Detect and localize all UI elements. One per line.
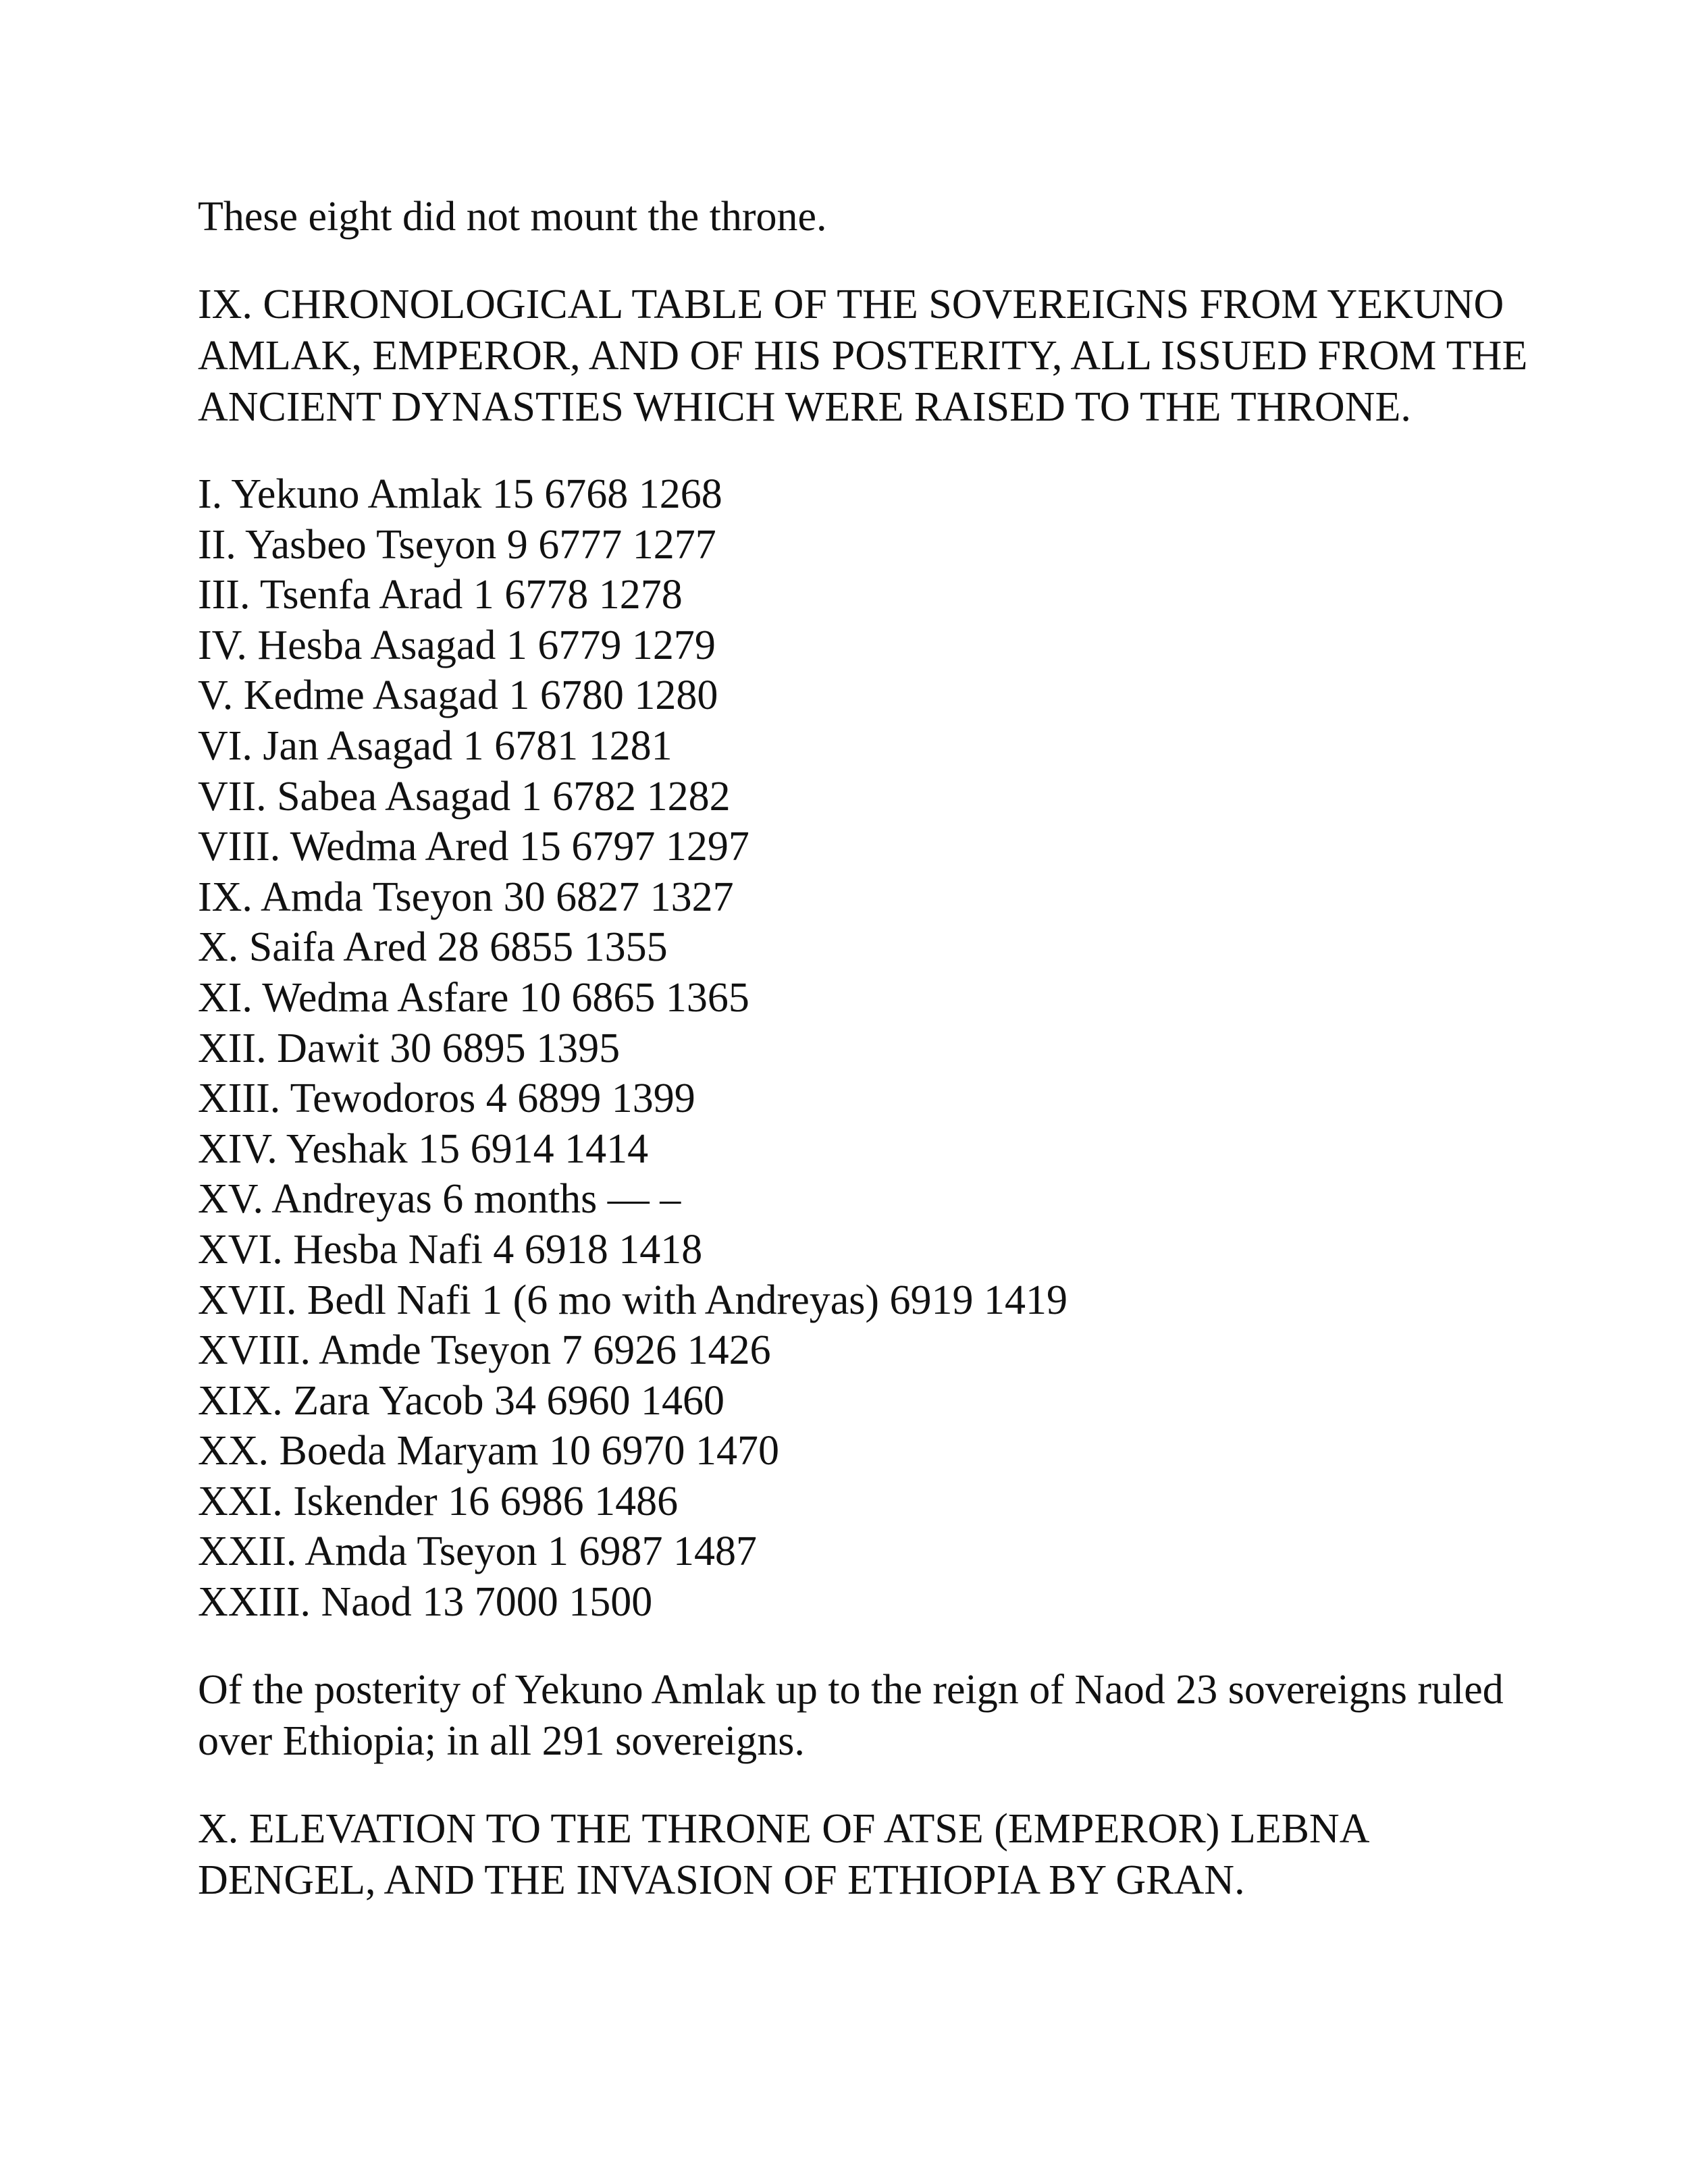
intro-paragraph: These eight did not mount the throne. (198, 194, 827, 240)
table-row: I. Yekuno Amlak 15 6768 1268 (198, 471, 722, 517)
summary-paragraph: Of the posterity of Yekuno Amlak up to the reign of Naod 23 sovereigns ruled over Ethiopia; in all 291 sovereigns. (198, 1666, 1504, 1764)
table-row: XIX. Zara Yacob 34 6960 1460 (198, 1377, 725, 1424)
table-row: XXIII. Naod 13 7000 1500 (198, 1579, 653, 1626)
table-row: XVIII. Amde Tseyon 7 6926 1426 (198, 1327, 771, 1374)
table-row: IX. Amda Tseyon 30 6827 1327 (198, 874, 734, 920)
sovereigns-table (198, 469, 1548, 1628)
table-row: X. Saifa Ared 28 6855 1355 (198, 924, 668, 971)
table-row: XXII. Amda Tseyon 1 6987 1487 (198, 1528, 758, 1575)
table-row: XVII. Bedl Nafi 1 (6 mo with Andreyas) 6919 1419 (198, 1277, 1068, 1323)
table-row: XI. Wedma Asfare 10 6865 1365 (198, 974, 749, 1021)
table-row: XXI. Iskender 16 6986 1486 (198, 1478, 679, 1524)
table-row: VIII. Wedma Ared 15 6797 1297 (198, 824, 749, 870)
table-row: II. Yasbeo Tseyon 9 6777 1277 (198, 521, 716, 568)
table-row: XV. Andreyas 6 months — – (198, 1176, 681, 1223)
table-row: XVI. Hesba Nafi 4 6918 1418 (198, 1226, 703, 1273)
table-row: III. Tsenfa Arad 1 6778 1278 (198, 572, 683, 618)
table-row: VII. Sabea Asagad 1 6782 1282 (198, 773, 731, 820)
table-row: V. Kedme Asagad 1 6780 1280 (198, 672, 718, 719)
section-ix-heading: IX. CHRONOLOGICAL TABLE OF THE SOVEREIGNS FROM YEKUNO AMLAK, EMPEROR, AND OF HIS POSTERITY, ALL ISSUED FROM THE ANCIENT DYNASTIES WHICH WERE RAISED TO THE THRONE. (198, 282, 1528, 430)
table-row: IV. Hesba Asagad 1 6779 1279 (198, 622, 716, 668)
page-content (198, 191, 1548, 1906)
table-row: VI. Jan Asagad 1 6781 1281 (198, 722, 672, 769)
table-row: XIII. Tewodoros 4 6899 1399 (198, 1075, 695, 1122)
table-row: XX. Boeda Maryam 10 6970 1470 (198, 1428, 779, 1474)
table-row: XII. Dawit 30 6895 1395 (198, 1025, 621, 1071)
section-x-heading: X. ELEVATION TO THE THRONE OF ATSE (EMPEROR) LEBNA DENGEL, AND THE INVASION OF ETHIOPIA BY GRAN. (198, 1805, 1368, 1903)
table-row: XIV. Yeshak 15 6914 1414 (198, 1125, 649, 1172)
